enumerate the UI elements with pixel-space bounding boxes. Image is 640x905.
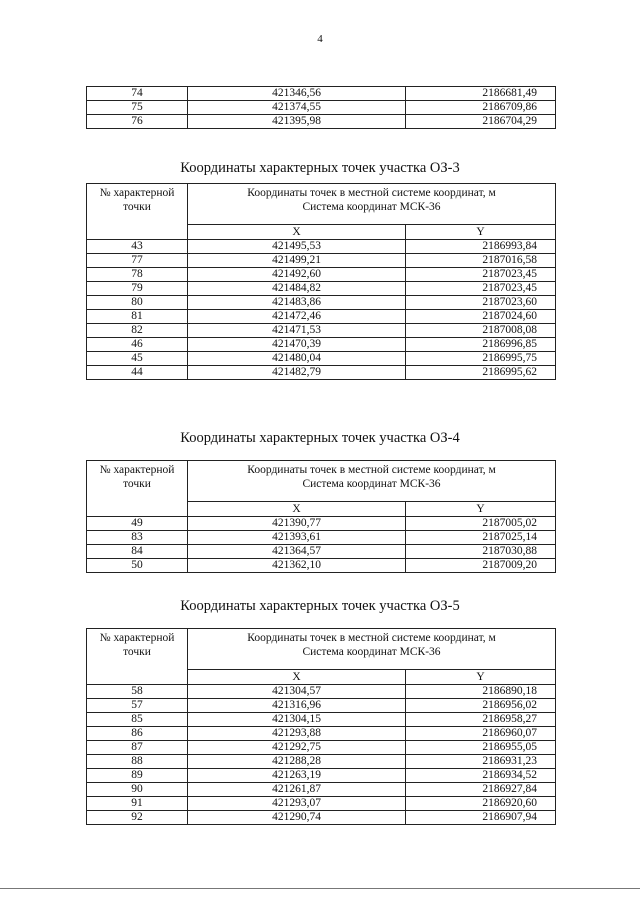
point-number-cell: 78 <box>87 268 188 282</box>
x-coordinate-cell: 421293,07 <box>188 797 406 811</box>
x-coordinate-cell: 421364,57 <box>188 545 406 559</box>
coord-table-oz4 <box>86 460 556 573</box>
x-coordinate-cell: 421484,82 <box>188 282 406 296</box>
point-number-cell: 88 <box>87 755 188 769</box>
coord-table-oz4-body <box>87 517 556 573</box>
footer-rule <box>0 888 640 889</box>
x-coordinate-cell: 421263,19 <box>188 769 406 783</box>
table-row <box>87 352 556 366</box>
table-row <box>87 87 556 101</box>
y-coordinate-cell: 2187030,88 <box>406 545 556 559</box>
y-coordinate-cell: 2187023,60 <box>406 296 556 310</box>
x-coordinate-cell: 421472,46 <box>188 310 406 324</box>
point-number-cell: 79 <box>87 282 188 296</box>
table-row <box>87 240 556 254</box>
y-coordinate-cell: 2186955,05 <box>406 741 556 755</box>
point-number-cell: 85 <box>87 713 188 727</box>
table-row <box>87 366 556 380</box>
x-coordinate-cell: 421471,53 <box>188 324 406 338</box>
table-row <box>87 531 556 545</box>
table-row <box>87 545 556 559</box>
point-number-header <box>87 629 188 685</box>
x-column-header: X <box>188 670 406 685</box>
table-row <box>87 755 556 769</box>
y-coordinate-cell: 2187009,20 <box>406 559 556 573</box>
x-coordinate-cell: 421304,57 <box>188 685 406 699</box>
table-row <box>87 727 556 741</box>
coords-header-line2: Система координат МСК-36 <box>302 478 441 490</box>
continuation-table-body <box>87 87 556 129</box>
point-number-cell: 80 <box>87 296 188 310</box>
table-row <box>87 268 556 282</box>
table-row <box>87 769 556 783</box>
point-number-cell: 75 <box>87 101 188 115</box>
point-number-cell: 89 <box>87 769 188 783</box>
point-number-cell: 86 <box>87 727 188 741</box>
point-number-header-line2: точки <box>123 201 151 213</box>
coords-header <box>188 461 556 502</box>
coord-table-oz3 <box>86 183 556 380</box>
x-coordinate-cell: 421492,60 <box>188 268 406 282</box>
point-number-header-line2: точки <box>123 646 151 658</box>
y-coordinate-cell: 2186920,60 <box>406 797 556 811</box>
table-row <box>87 338 556 352</box>
coords-header-line1: Координаты точек в местной системе координат, м <box>247 632 496 644</box>
coords-header-line1: Координаты точек в местной системе координат, м <box>247 187 496 199</box>
y-coordinate-cell: 2186907,94 <box>406 811 556 825</box>
table-row <box>87 254 556 268</box>
coords-header <box>188 629 556 670</box>
point-number-cell: 57 <box>87 699 188 713</box>
page-number: 4 <box>317 33 323 45</box>
point-number-cell: 90 <box>87 783 188 797</box>
x-column-header: X <box>188 225 406 240</box>
point-number-cell: 49 <box>87 517 188 531</box>
point-number-header <box>87 184 188 240</box>
coord-table-oz5 <box>86 628 556 825</box>
section-title-oz4: Координаты характерных точек участка ОЗ-4 <box>180 430 460 446</box>
table-row <box>87 713 556 727</box>
y-coordinate-cell: 2186704,29 <box>406 115 556 129</box>
y-coordinate-cell: 2186958,27 <box>406 713 556 727</box>
table-row <box>87 741 556 755</box>
point-number-cell: 87 <box>87 741 188 755</box>
y-coordinate-cell: 2186960,07 <box>406 727 556 741</box>
point-number-header-line2: точки <box>123 478 151 490</box>
x-coordinate-cell: 421390,77 <box>188 517 406 531</box>
y-coordinate-cell: 2187024,60 <box>406 310 556 324</box>
point-number-cell: 43 <box>87 240 188 254</box>
coords-header-line1: Координаты точек в местной системе координат, м <box>247 464 496 476</box>
point-number-cell: 76 <box>87 115 188 129</box>
point-number-cell: 82 <box>87 324 188 338</box>
coord-table-oz3-body <box>87 240 556 380</box>
y-coordinate-cell: 2187023,45 <box>406 268 556 282</box>
x-coordinate-cell: 421499,21 <box>188 254 406 268</box>
point-number-cell: 46 <box>87 338 188 352</box>
x-coordinate-cell: 421346,56 <box>188 87 406 101</box>
x-coordinate-cell: 421374,55 <box>188 101 406 115</box>
y-column-header: Y <box>406 225 556 240</box>
x-coordinate-cell: 421482,79 <box>188 366 406 380</box>
table-row <box>87 296 556 310</box>
point-number-cell: 92 <box>87 811 188 825</box>
y-coordinate-cell: 2187025,14 <box>406 531 556 545</box>
table-row <box>87 685 556 699</box>
table-row <box>87 559 556 573</box>
y-coordinate-cell: 2187023,45 <box>406 282 556 296</box>
point-number-cell: 81 <box>87 310 188 324</box>
y-coordinate-cell: 2186681,49 <box>406 87 556 101</box>
table-row <box>87 101 556 115</box>
point-number-cell: 58 <box>87 685 188 699</box>
coords-header-line2: Система координат МСК-36 <box>302 646 441 658</box>
y-coordinate-cell: 2186996,85 <box>406 338 556 352</box>
y-column-header: Y <box>406 670 556 685</box>
y-coordinate-cell: 2186956,02 <box>406 699 556 713</box>
point-number-header-line1: № характерной <box>99 464 175 476</box>
y-column-header: Y <box>406 502 556 517</box>
x-coordinate-cell: 421293,88 <box>188 727 406 741</box>
point-number-cell: 91 <box>87 797 188 811</box>
y-coordinate-cell: 2187008,08 <box>406 324 556 338</box>
y-coordinate-cell: 2186927,84 <box>406 783 556 797</box>
y-coordinate-cell: 2186995,62 <box>406 366 556 380</box>
coords-header-line2: Система координат МСК-36 <box>302 201 441 213</box>
point-number-cell: 50 <box>87 559 188 573</box>
point-number-cell: 83 <box>87 531 188 545</box>
x-column-header: X <box>188 502 406 517</box>
x-coordinate-cell: 421292,75 <box>188 741 406 755</box>
point-number-cell: 77 <box>87 254 188 268</box>
x-coordinate-cell: 421395,98 <box>188 115 406 129</box>
y-coordinate-cell: 2186931,23 <box>406 755 556 769</box>
section-title-oz5: Координаты характерных точек участка ОЗ-5 <box>180 598 460 614</box>
y-coordinate-cell: 2186993,84 <box>406 240 556 254</box>
x-coordinate-cell: 421316,96 <box>188 699 406 713</box>
x-coordinate-cell: 421470,39 <box>188 338 406 352</box>
x-coordinate-cell: 421304,15 <box>188 713 406 727</box>
y-coordinate-cell: 2187005,02 <box>406 517 556 531</box>
table-row <box>87 282 556 296</box>
point-number-header-line1: № характерной <box>99 187 175 199</box>
table-row <box>87 699 556 713</box>
x-coordinate-cell: 421362,10 <box>188 559 406 573</box>
table-row <box>87 115 556 129</box>
table-row <box>87 797 556 811</box>
y-coordinate-cell: 2186995,75 <box>406 352 556 366</box>
x-coordinate-cell: 421288,28 <box>188 755 406 769</box>
coord-table-oz5-body <box>87 685 556 825</box>
x-coordinate-cell: 421495,53 <box>188 240 406 254</box>
y-coordinate-cell: 2186709,86 <box>406 101 556 115</box>
table-row <box>87 324 556 338</box>
x-coordinate-cell: 421261,87 <box>188 783 406 797</box>
section-title-oz3: Координаты характерных точек участка ОЗ-3 <box>180 160 460 176</box>
coords-header <box>188 184 556 225</box>
y-coordinate-cell: 2187016,58 <box>406 254 556 268</box>
table-row <box>87 811 556 825</box>
point-number-cell: 74 <box>87 87 188 101</box>
point-number-cell: 44 <box>87 366 188 380</box>
point-number-header-line1: № характерной <box>99 632 175 644</box>
y-coordinate-cell: 2186934,52 <box>406 769 556 783</box>
table-row <box>87 310 556 324</box>
x-coordinate-cell: 421483,86 <box>188 296 406 310</box>
point-number-cell: 45 <box>87 352 188 366</box>
point-number-header <box>87 461 188 517</box>
table-row <box>87 517 556 531</box>
y-coordinate-cell: 2186890,18 <box>406 685 556 699</box>
x-coordinate-cell: 421393,61 <box>188 531 406 545</box>
x-coordinate-cell: 421480,04 <box>188 352 406 366</box>
point-number-cell: 84 <box>87 545 188 559</box>
x-coordinate-cell: 421290,74 <box>188 811 406 825</box>
table-row <box>87 783 556 797</box>
continuation-table <box>86 86 556 129</box>
